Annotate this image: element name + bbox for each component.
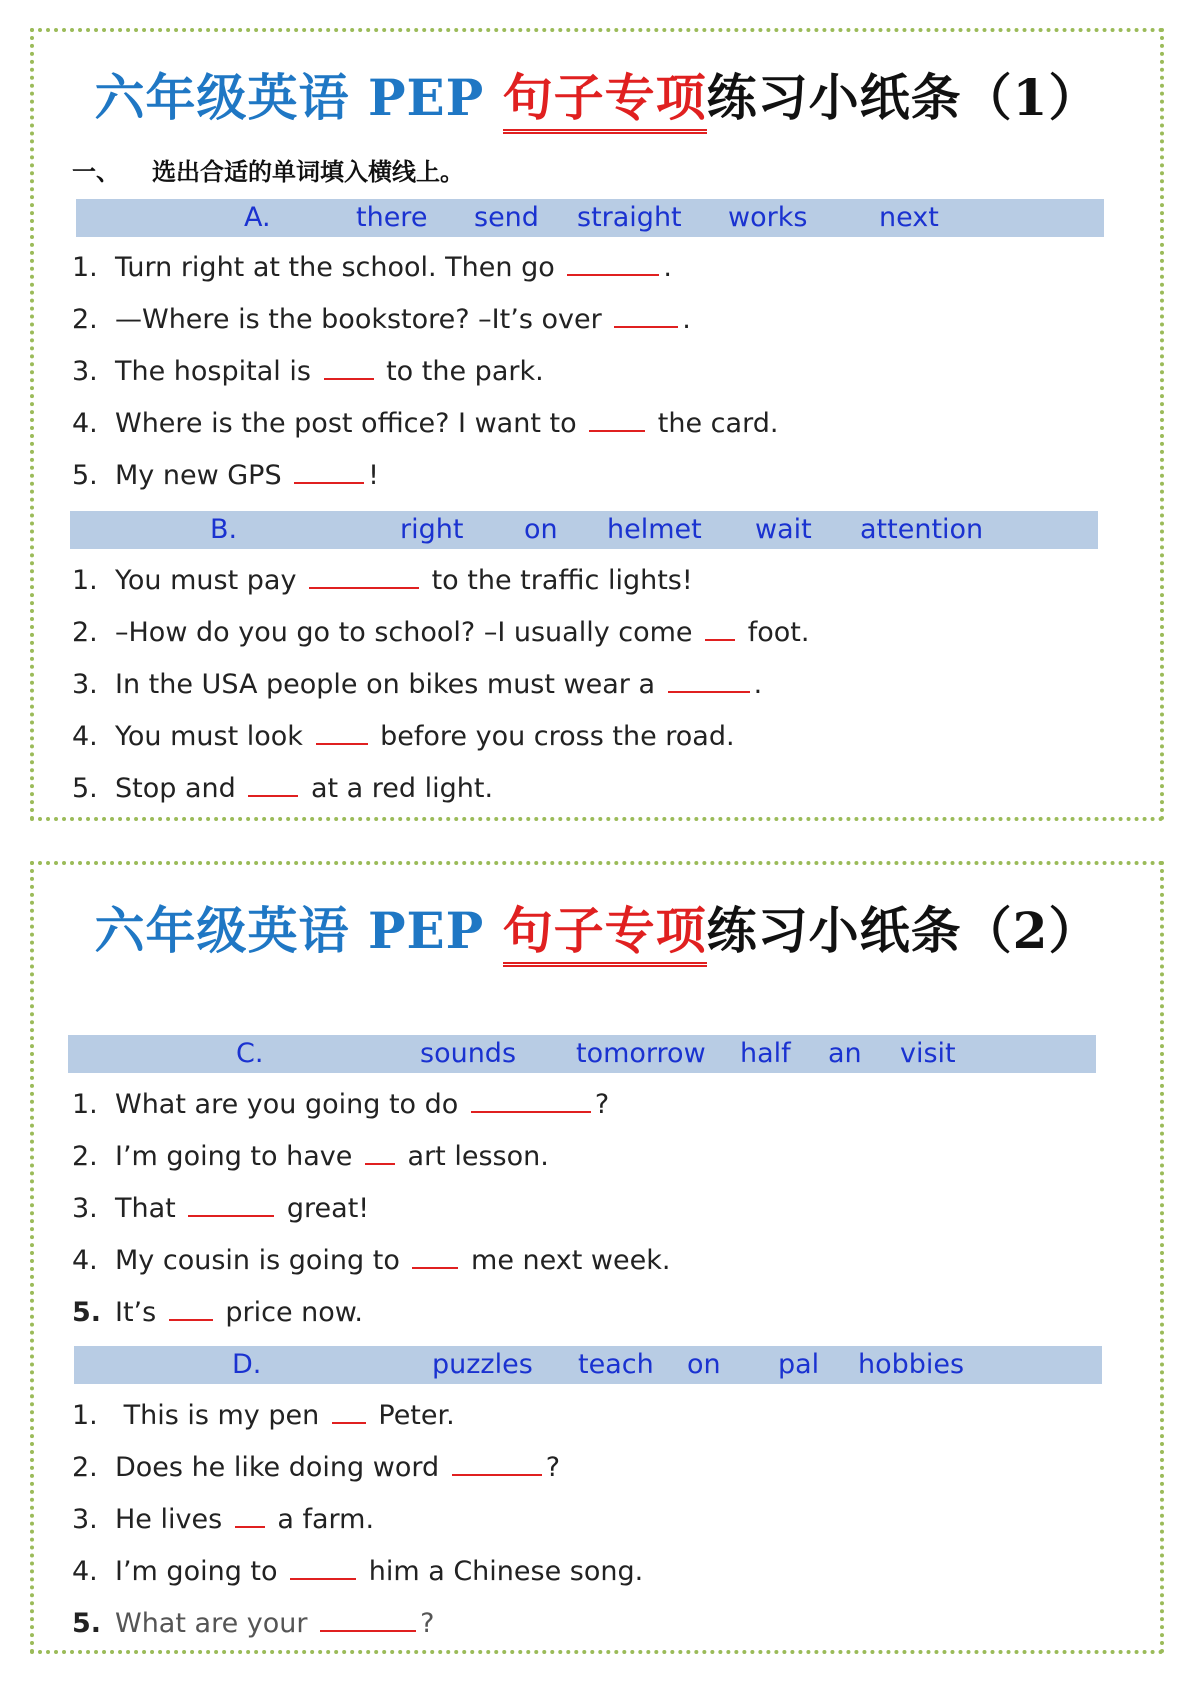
answer-blank[interactable] [365, 1139, 395, 1165]
question-item: 4. I’m going to him a Chinese song. [72, 1556, 644, 1587]
answer-blank[interactable] [324, 354, 374, 380]
word-bank-a [76, 199, 1104, 237]
word-bank-word: send [474, 202, 539, 233]
word-bank-label: C. [236, 1038, 264, 1069]
answer-blank[interactable] [668, 667, 750, 693]
word-bank-label: B. [210, 514, 238, 545]
word-bank-word: half [740, 1038, 791, 1069]
word-bank-c [68, 1035, 1096, 1073]
worksheet-2 [30, 861, 1164, 1654]
question-item: 3. In the USA people on bikes must wear a . [72, 669, 763, 700]
answer-blank[interactable] [320, 1606, 416, 1632]
question-item: 3. The hospital is to the park. [72, 356, 544, 387]
word-bank-word: hobbies [858, 1349, 965, 1380]
question-item: 1. This is my pen Peter. [72, 1400, 455, 1431]
answer-blank[interactable] [471, 1087, 591, 1113]
word-bank-word: straight [577, 202, 682, 233]
answer-blank[interactable] [316, 719, 368, 745]
worksheet-2-title: 六年级英语 PEP 句子专项练习小纸条（2） [34, 891, 1160, 961]
word-bank-b [70, 511, 1098, 549]
answer-blank[interactable] [452, 1450, 542, 1476]
worksheet-1-title: 六年级英语 PEP 句子专项练习小纸条（1） [34, 58, 1160, 128]
word-bank-word: helmet [607, 514, 702, 545]
word-bank-word: on [687, 1349, 721, 1380]
word-bank-word: on [524, 514, 558, 545]
word-bank-word: attention [860, 514, 984, 545]
answer-blank[interactable] [169, 1295, 213, 1321]
word-bank-word: works [728, 202, 808, 233]
question-item: 1. Turn right at the school. Then go . [72, 252, 672, 283]
answer-blank[interactable] [248, 771, 298, 797]
answer-blank[interactable] [412, 1243, 458, 1269]
section-heading: 一、 选出合适的单词填入横线上。 [72, 158, 464, 186]
question-item: 3. That great! [72, 1193, 370, 1224]
question-item: 1. You must pay to the traffic lights! [72, 565, 693, 596]
question-item: 2. I’m going to have art lesson. [72, 1141, 549, 1172]
question-item: 4. You must look before you cross the road. [72, 721, 735, 752]
answer-blank[interactable] [589, 406, 645, 432]
word-bank-d [74, 1346, 1102, 1384]
word-bank-word: sounds [420, 1038, 517, 1069]
word-bank-word: visit [900, 1038, 956, 1069]
answer-blank[interactable] [309, 563, 419, 589]
answer-blank[interactable] [294, 458, 364, 484]
answer-blank[interactable] [614, 302, 678, 328]
question-item: 2. –How do you go to school? –I usually come foot. [72, 617, 810, 648]
worksheet-1 [30, 28, 1164, 821]
word-bank-word: teach [578, 1349, 654, 1380]
word-bank-word: there [356, 202, 428, 233]
question-item: 4. My cousin is going to me next week. [72, 1245, 671, 1276]
question-item: 1. What are you going to do ? [72, 1089, 610, 1120]
question-item: 4. Where is the post office? I want to the card. [72, 408, 779, 439]
question-item: 2. —Where is the bookstore? –It’s over . [72, 304, 691, 335]
word-bank-word: an [828, 1038, 862, 1069]
word-bank-word: pal [778, 1349, 820, 1380]
question-item: 5. What are your ? [72, 1608, 435, 1639]
word-bank-word: wait [755, 514, 812, 545]
word-bank-label: A. [244, 202, 271, 233]
question-item: 5. It’s price now. [72, 1297, 363, 1328]
word-bank-label: D. [232, 1349, 262, 1380]
word-bank-word: puzzles [432, 1349, 533, 1380]
word-bank-word: next [879, 202, 939, 233]
question-item: 5. My new GPS ! [72, 460, 379, 491]
question-item: 2. Does he like doing word ? [72, 1452, 561, 1483]
answer-blank[interactable] [235, 1502, 265, 1528]
question-item: 3. He lives a farm. [72, 1504, 375, 1535]
question-item: 5. Stop and at a red light. [72, 773, 494, 804]
answer-blank[interactable] [705, 615, 735, 641]
word-bank-word: right [400, 514, 464, 545]
answer-blank[interactable] [188, 1191, 274, 1217]
answer-blank[interactable] [290, 1554, 356, 1580]
answer-blank[interactable] [567, 250, 659, 276]
word-bank-word: tomorrow [576, 1038, 706, 1069]
answer-blank[interactable] [332, 1398, 366, 1424]
